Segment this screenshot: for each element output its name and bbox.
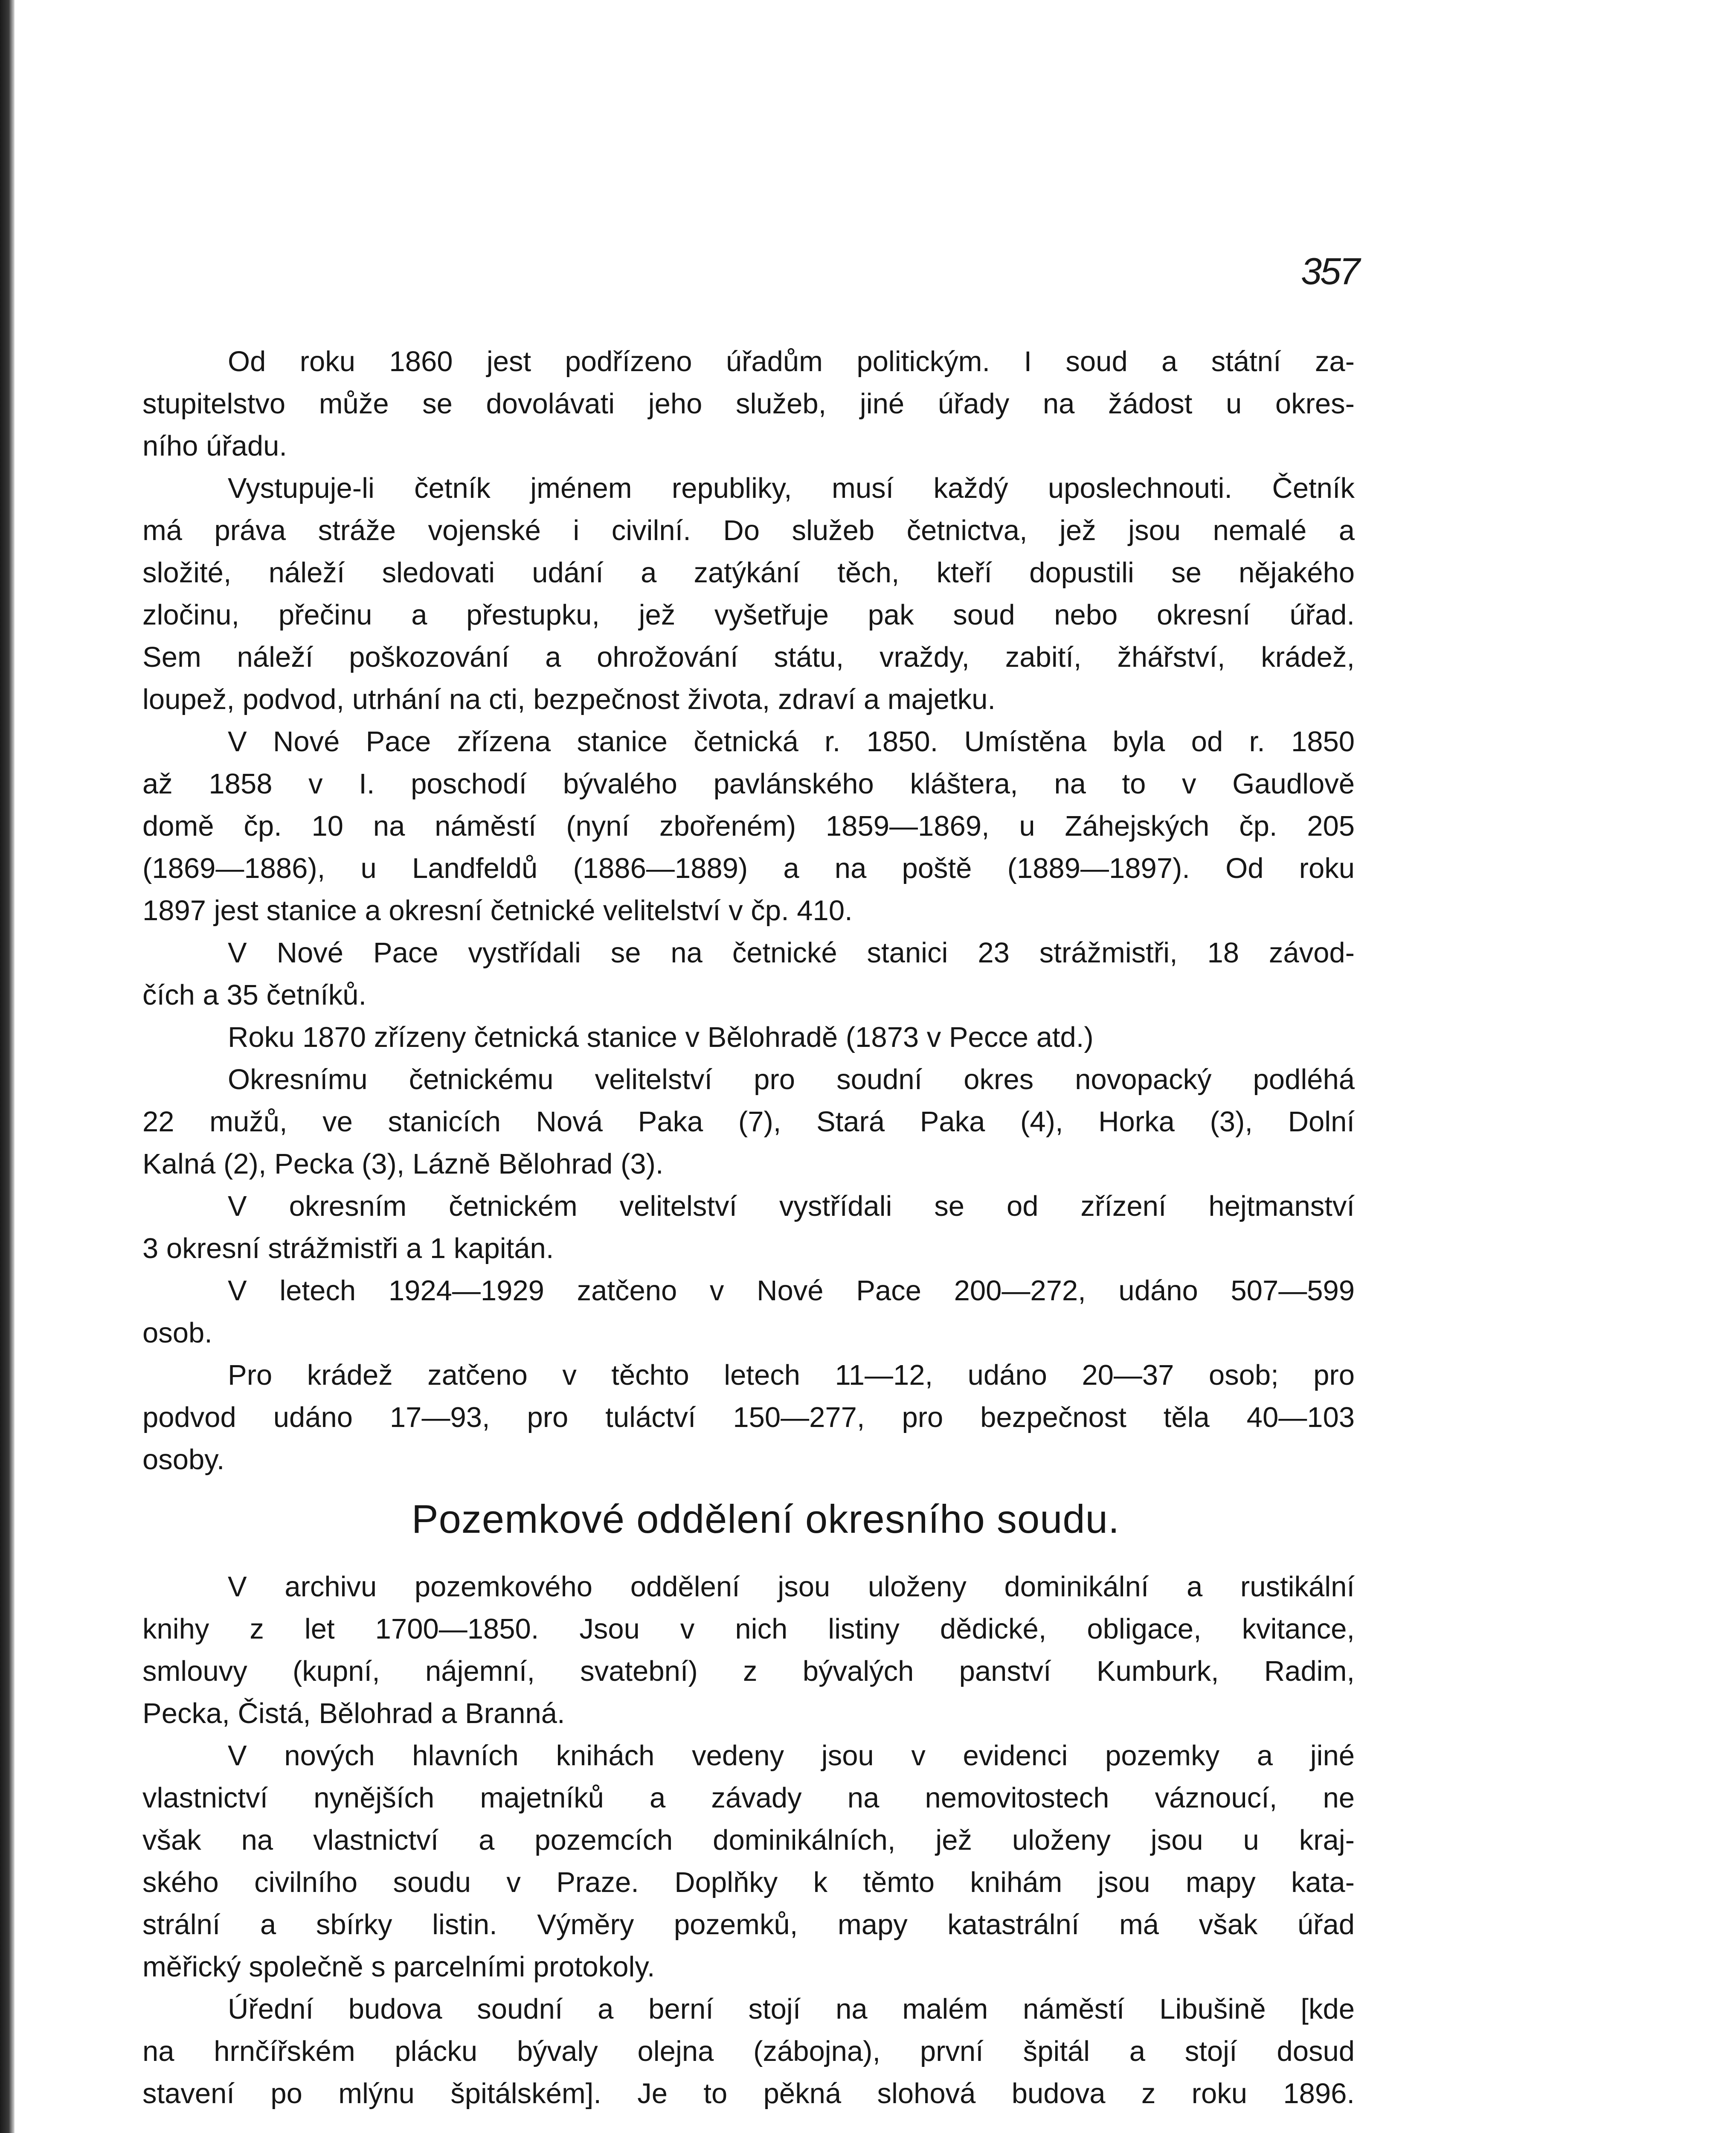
text-line: strální a sbírky listin. Výměry pozemků, mapy katastrální má však úřad bbox=[142, 1909, 1355, 1941]
text-line: V archivu pozemkového oddělení jsou uloženy dominikální a rustikální bbox=[228, 1571, 1355, 1603]
text-line: až 1858 v I. poschodí bývalého pavlánského kláštera, na to v Gaudlově bbox=[142, 768, 1355, 800]
section-heading: Pozemkové oddělení okresního soudu. bbox=[411, 1497, 1120, 1541]
text-line: V okresním četnickém velitelství vystřídali se od zřízení hejtmanství bbox=[228, 1190, 1355, 1222]
text-line: Roku 1870 zřízeny četnická stanice v Bělohradě (1873 v Pecce atd.) bbox=[228, 1021, 1094, 1053]
text-line: čích a 35 četníků. bbox=[142, 979, 367, 1011]
text-line: ního úřadu. bbox=[142, 430, 287, 462]
text-line: domě čp. 10 na náměstí (nyní zbořeném) 1859—1869, u Záhejských čp. 205 bbox=[142, 810, 1355, 842]
text-line: ského civilního soudu v Praze. Doplňky k těmto knihám jsou mapy kata- bbox=[142, 1866, 1355, 1898]
text-line: Vystupuje-li četník jménem republiky, musí každý uposlechnouti. Četník bbox=[228, 472, 1355, 504]
text-line: 22 mužů, ve stanicích Nová Paka (7), Stará Paka (4), Horka (3), Dolní bbox=[142, 1106, 1355, 1138]
paragraph bbox=[142, 1270, 1355, 1354]
text-line: stupitelstvo může se dovolávati jeho služeb, jiné úřady na žádost u okres- bbox=[142, 388, 1355, 420]
text-line: osoby. bbox=[142, 1444, 225, 1476]
paragraph bbox=[142, 340, 1355, 467]
text-line: Pro krádež zatčeno v těchto letech 11—12, udáno 20—37 osob; pro bbox=[228, 1359, 1355, 1391]
text-line: knihy z let 1700—1850. Jsou v nich listiny dědické, obligace, kvitance, bbox=[142, 1613, 1355, 1645]
text-line: V letech 1924—1929 zatčeno v Nové Pace 200—272, udáno 507—599 bbox=[228, 1275, 1355, 1307]
page-body bbox=[142, 340, 1355, 2115]
text-line: 3 okresní strážmistři a 1 kapitán. bbox=[142, 1232, 554, 1264]
text-line: Od roku 1860 jest podřízeno úřadům politickým. I soud a státní za- bbox=[228, 346, 1355, 378]
text-line: stavení po mlýnu špitálském]. Je to pěkná slohová budova z roku 1896. bbox=[142, 2078, 1355, 2110]
text-line: osob. bbox=[142, 1317, 212, 1349]
text-line: složité, náleží sledovati udání a zatýkání těch, kteří dopustili se nějakého bbox=[142, 557, 1355, 589]
paragraph bbox=[142, 467, 1355, 721]
paragraph bbox=[142, 1185, 1355, 1270]
text-line: zločinu, přečinu a přestupku, jež vyšetřuje pak soud nebo okresní úřad. bbox=[142, 599, 1355, 631]
text-line: V Nové Pace vystřídali se na četnické stanici 23 strážmistři, 18 závod- bbox=[228, 937, 1355, 969]
text-line: loupež, podvod, utrhání na cti, bezpečnost života, zdraví a majetku. bbox=[142, 683, 996, 715]
text-line: smlouvy (kupní, nájemní, svatební) z bývalých panství Kumburk, Radim, bbox=[142, 1655, 1355, 1687]
text-line: (1869—1886), u Landfeldů (1886—1889) a na poště (1889—1897). Od roku bbox=[142, 852, 1355, 884]
text-line: Kalná (2), Pecka (3), Lázně Bělohrad (3). bbox=[142, 1148, 664, 1180]
text-line: měřický společně s parcelními protokoly. bbox=[142, 1951, 655, 1983]
paragraph bbox=[142, 1354, 1355, 1481]
text-line: Úřední budova soudní a berní stojí na malém náměstí Libušině [kde bbox=[228, 1993, 1355, 2025]
text-line: Okresnímu četnickému velitelství pro soudní okres novopacký podléhá bbox=[228, 1064, 1355, 1096]
paragraph bbox=[142, 1016, 1355, 1058]
page-number: 357 bbox=[1301, 250, 1359, 292]
text-line: Sem náleží poškozování a ohrožování státu, vraždy, zabití, žhářství, krádež, bbox=[142, 641, 1355, 673]
paragraph bbox=[142, 721, 1355, 932]
text-line: 1897 jest stanice a okresní četnické velitelství v čp. 410. bbox=[142, 895, 853, 927]
paragraph bbox=[142, 1566, 1355, 1735]
text-line: má práva stráže vojenské i civilní. Do služeb četnictva, jež jsou nemalé a bbox=[142, 514, 1355, 546]
text-line: V nových hlavních knihách vedeny jsou v evidenci pozemky a jiné bbox=[228, 1740, 1355, 1772]
paragraph bbox=[142, 1988, 1355, 2115]
paragraph bbox=[142, 932, 1355, 1016]
scan-binding-edge bbox=[0, 0, 15, 2133]
text-line: Pecka, Čistá, Bělohrad a Branná. bbox=[142, 1697, 565, 1729]
text-line: na hrnčířském plácku bývaly olejna (zábojna), první špitál a stojí dosud bbox=[142, 2035, 1355, 2067]
paragraph bbox=[142, 1058, 1355, 1185]
text-line: podvod udáno 17—93, pro tuláctví 150—277, pro bezpečnost těla 40—103 bbox=[142, 1401, 1355, 1433]
text-line: však na vlastnictví a pozemcích dominikálních, jež uloženy jsou u kraj- bbox=[142, 1824, 1355, 1856]
paragraph bbox=[142, 1735, 1355, 1988]
text-line: vlastnictví nynějších majetníků a závady na nemovitostech váznoucí, ne bbox=[142, 1782, 1355, 1814]
text-line: V Nové Pace zřízena stanice četnická r. 1850. Umístěna byla od r. 1850 bbox=[228, 726, 1355, 758]
